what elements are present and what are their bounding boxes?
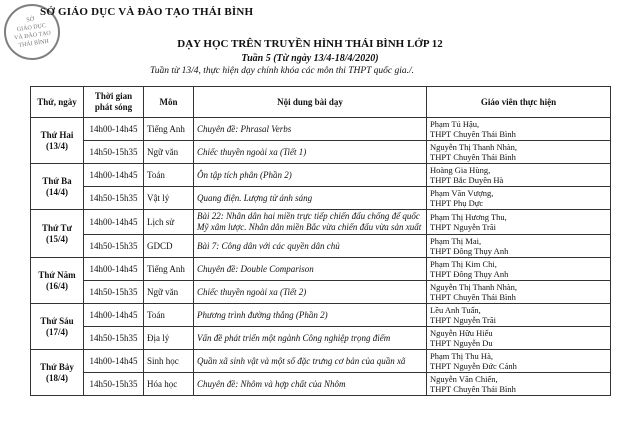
week-subtitle: Tuần 5 (Từ ngày 13/4-18/4/2020) [241, 53, 379, 64]
time-cell: 14h00-14h45 [84, 210, 144, 235]
day-name: Thứ Tư [42, 222, 72, 233]
table-row [31, 164, 611, 187]
table-row [31, 327, 611, 350]
subject-cell: Địa lý [144, 327, 194, 350]
teacher-cell [427, 350, 611, 373]
table-row [31, 350, 611, 373]
teacher-cell [427, 327, 611, 350]
time-cell: 14h50-15h35 [84, 235, 144, 258]
table-row [31, 281, 611, 304]
day-date: (14/4) [46, 186, 68, 197]
time-cell: 14h00-14h45 [84, 258, 144, 281]
teacher-cell [427, 187, 611, 210]
teacher-name: Nguyễn Văn Chiến, [430, 374, 498, 384]
teacher-school: THPT Bắc Duyên Hà [430, 175, 504, 185]
teacher-school: THPT Nguyễn Trãi [430, 222, 496, 232]
teacher-school: THPT Chuyên Thái Bình [430, 152, 516, 162]
stamp-line: GIÁO DỤC [16, 23, 47, 34]
teacher-school: THPT Đông Thụy Anh [430, 269, 509, 279]
time-cell: 14h50-15h35 [84, 373, 144, 396]
teacher-cell [427, 373, 611, 396]
subject-cell: Ngữ văn [144, 281, 194, 304]
content-cell: Vấn đề phát triển một ngành Công nghiệp trọng điểm [194, 327, 427, 350]
teacher-school: THPT Nguyễn Đức Cảnh [430, 361, 517, 371]
time-cell: 14h00-14h45 [84, 164, 144, 187]
teacher-cell [427, 258, 611, 281]
teacher-school: THPT Phụ Dực [430, 198, 484, 208]
teacher-cell [427, 141, 611, 164]
table-row [31, 187, 611, 210]
subject-cell: Tiếng Anh [144, 118, 194, 141]
stamp-line: VÀ ĐÀO TẠO [13, 30, 52, 42]
content-cell: Bài 7: Công dân với các quyền dân chủ [194, 235, 427, 258]
teacher-name: Phạm Thị Hương Thu, [430, 212, 507, 222]
day-date: (16/4) [46, 280, 68, 291]
teacher-name: Nguyễn Hữu Hiếu [430, 328, 493, 338]
table-row [31, 141, 611, 164]
teacher-name: Phạm Văn Vượng, [430, 188, 494, 198]
teacher-name: Phạm Thị Thu Hà, [430, 351, 493, 361]
time-cell: 14h00-14h45 [84, 118, 144, 141]
day-cell [31, 258, 84, 304]
teacher-name: Phạm Thị Mai, [430, 236, 482, 246]
subject-cell: Vật lý [144, 187, 194, 210]
table-row [31, 235, 611, 258]
day-name: Thứ Sáu [40, 315, 74, 326]
day-date: (15/4) [46, 233, 68, 244]
table-row [31, 210, 611, 235]
table-header-row [31, 87, 611, 118]
content-cell: Chuyên đề: Double Comparison [194, 258, 427, 281]
time-cell: 14h50-15h35 [84, 187, 144, 210]
subject-cell: Toán [144, 164, 194, 187]
teacher-name: Nguyễn Thị Thanh Nhàn, [430, 142, 518, 152]
day-date: (18/4) [46, 372, 68, 383]
day-date: (17/4) [46, 326, 68, 337]
day-name: Thứ Hai [40, 129, 74, 140]
table-row [31, 118, 611, 141]
teacher-cell [427, 164, 611, 187]
teacher-cell [427, 210, 611, 235]
header-content: Nội dung bài dạy [194, 87, 427, 118]
time-cell: 14h00-14h45 [84, 350, 144, 373]
teacher-cell [427, 118, 611, 141]
schedule-body [31, 118, 611, 396]
teacher-cell [427, 235, 611, 258]
content-cell: Bài 22: Nhân dân hai miền trực tiếp chiến đấu chống đế quốc Mỹ xâm lược. Nhân dân miền Bắc vừa chiến đấu vừa sản xuất [194, 210, 427, 235]
content-cell: Quang điện. Lượng tử ánh sáng [194, 187, 427, 210]
page-title: DẠY HỌC TRÊN TRUYỀN HÌNH THÁI BÌNH LỚP 12 [177, 38, 443, 50]
stamp-line: SỞ [26, 16, 35, 24]
subject-cell: Tiếng Anh [144, 258, 194, 281]
teacher-name: Hoàng Gia Hùng, [430, 165, 491, 175]
teacher-school: THPT Chuyên Thái Bình [430, 384, 516, 394]
teacher-school: THPT Nguyễn Du [430, 338, 493, 348]
subject-cell: Toán [144, 304, 194, 327]
day-name: Thứ Năm [38, 269, 76, 280]
teacher-school: THPT Chuyên Thái Bình [430, 292, 516, 302]
content-cell: Chuyên đề: Nhôm và hợp chất của Nhôm [194, 373, 427, 396]
teacher-school: THPT Đông Thụy Anh [430, 246, 509, 256]
organization-name: SỞ GIÁO DỤC VÀ ĐÀO TẠO THÁI BÌNH [40, 6, 254, 18]
day-name: Thứ Bảy [40, 361, 74, 372]
header-teacher: Giáo viên thực hiện [427, 87, 611, 118]
header-subject: Môn [144, 87, 194, 118]
content-cell: Quần xã sinh vật và một số đặc trưng cơ bản của quần xã [194, 350, 427, 373]
time-cell: 14h50-15h35 [84, 141, 144, 164]
teacher-name: Lều Anh Tuấn, [430, 305, 481, 315]
header-day: Thứ, ngày [31, 87, 84, 118]
teacher-name: Phạm Tú Hậu, [430, 119, 480, 129]
day-cell [31, 210, 84, 258]
day-cell [31, 118, 84, 164]
time-cell: 14h00-14h45 [84, 304, 144, 327]
day-cell [31, 350, 84, 396]
day-cell [31, 304, 84, 350]
schedule-table [30, 86, 611, 396]
teacher-name: Phạm Thị Kim Chi, [430, 259, 497, 269]
content-cell: Chuyên đề: Phrasal Verbs [194, 118, 427, 141]
content-cell: Ôn tập tích phân (Phần 2) [194, 164, 427, 187]
teacher-school: THPT Chuyên Thái Bình [430, 129, 516, 139]
schedule-note: Tuần từ 13/4, thực hiện dạy chính khóa các môn thi THPT quốc gia./. [150, 66, 415, 76]
subject-cell: Sinh học [144, 350, 194, 373]
day-cell [31, 164, 84, 210]
table-row [31, 304, 611, 327]
table-row [31, 373, 611, 396]
time-cell: 14h50-15h35 [84, 327, 144, 350]
stamp-line: THÁI BÌNH [18, 38, 50, 49]
day-name: Thứ Ba [42, 175, 72, 186]
content-cell: Chiếc thuyền ngoài xa (Tiết 2) [194, 281, 427, 304]
content-cell: Phương trình đường thẳng (Phần 2) [194, 304, 427, 327]
teacher-cell [427, 304, 611, 327]
subject-cell: Lịch sử [144, 210, 194, 235]
day-date: (13/4) [46, 140, 68, 151]
table-row [31, 258, 611, 281]
teacher-name: Nguyễn Thị Thanh Nhàn, [430, 282, 518, 292]
subject-cell: Ngữ văn [144, 141, 194, 164]
subject-cell: GDCD [144, 235, 194, 258]
header-time: Thời gian phát sóng [84, 87, 144, 118]
teacher-school: THPT Nguyễn Trãi [430, 315, 496, 325]
time-cell: 14h50-15h35 [84, 281, 144, 304]
subject-cell: Hóa học [144, 373, 194, 396]
content-cell: Chiếc thuyền ngoài xa (Tiết 1) [194, 141, 427, 164]
teacher-cell [427, 281, 611, 304]
